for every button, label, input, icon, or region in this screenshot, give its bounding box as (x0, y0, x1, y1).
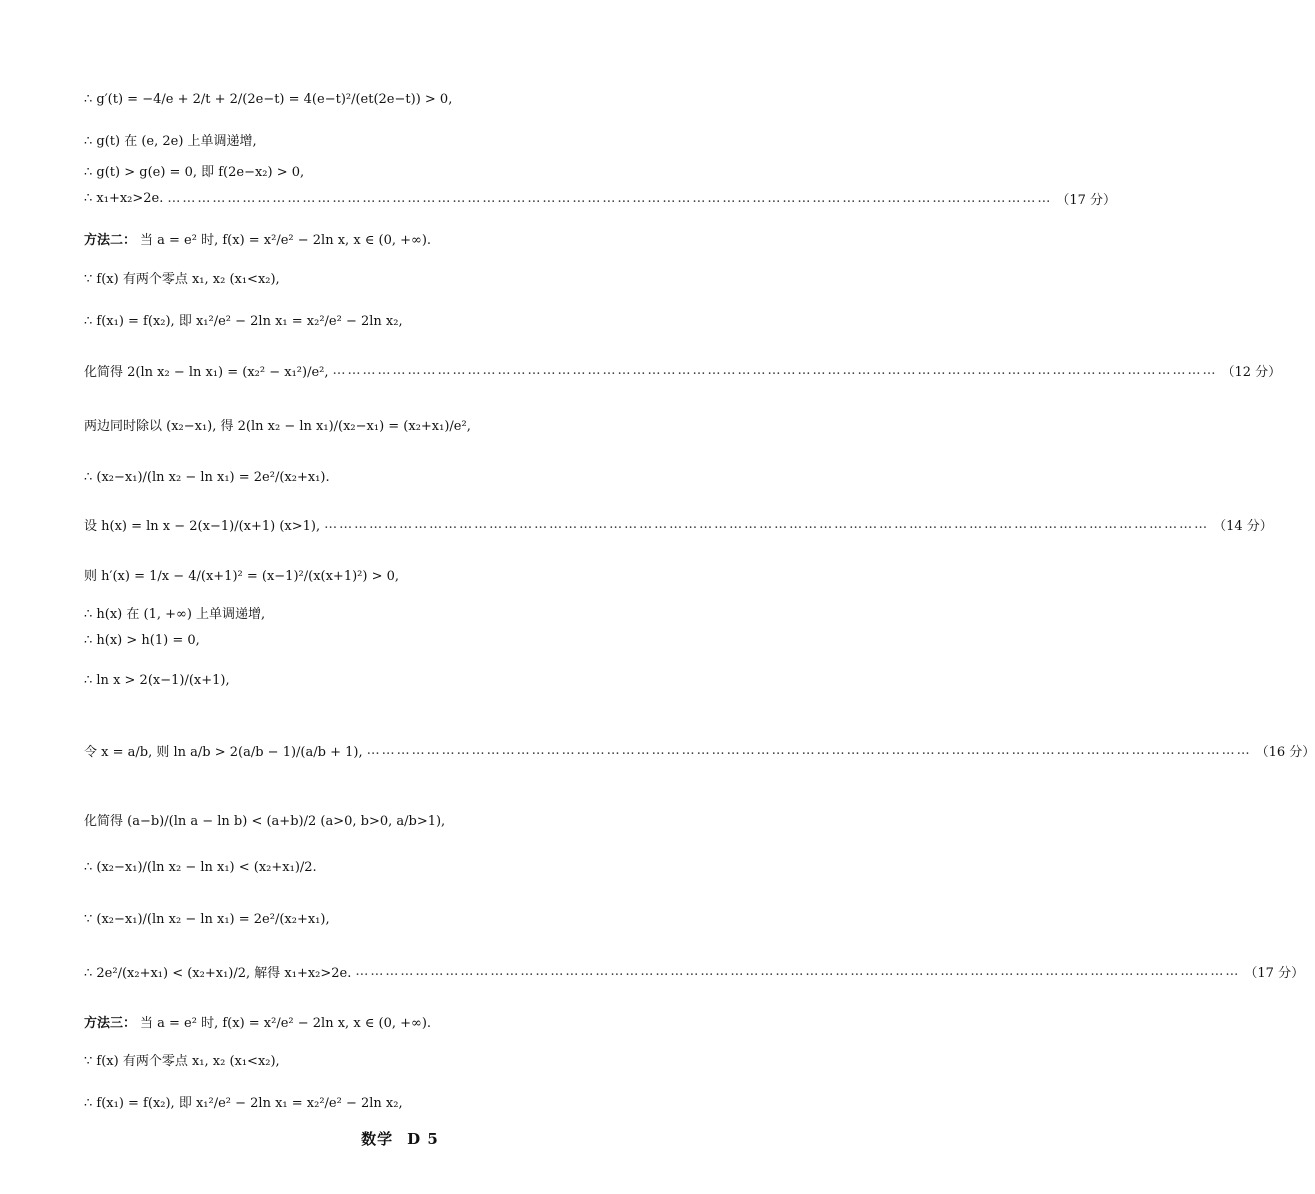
math-line-22: ∵ f(x) 有两个零点 x₁, x₂ (x₁<x₂), (84, 1054, 280, 1069)
math-line-18: ∴ (x₂−x₁)/(ln x₂ − ln x₁) < (x₂+x₁)/2. (84, 860, 317, 875)
score-label: （17 分） (1244, 966, 1305, 981)
math-line-13: ∴ h(x) 在 (1, +∞) 上单调递增, (84, 607, 266, 622)
method-three-line: 方法三： 当 a = e² 时, f(x) = x²/e² − 2ln x, x ∈ (0, +∞). (84, 1012, 431, 1031)
page-footer (0, 1128, 800, 1149)
math-line-12: 则 h′(x) = 1/x − 4/(x+1)² = (x−1)²/(x(x+1)²) > 0, (84, 569, 400, 584)
math-line-23: ∴ f(x₁) = f(x₂), 即 x₁²/e² − 2ln x₁ = x₂²/e² − 2ln x₂, (84, 1096, 403, 1111)
method-two-line: 方法二： 当 a = e² 时, f(x) = x²/e² − 2ln x, x ∈ (0, +∞). (84, 229, 431, 248)
math-line-1: ∴ g′(t) = −4/e + 2/t + 2/(2e−t) = 4(e−t)²/(et(2e−t)) > 0, (84, 92, 453, 107)
math-line-11: 设 h(x) = ln x − 2(x−1)/(x+1) (x>1), …………………………………………………………………………………………………………………………………………………………… （14 分） (84, 517, 1273, 534)
math-line-4: ∴ x₁+x₂>2e. …………………………………………………………………………………………………………………………………………………………… （17 分） (84, 191, 1117, 208)
score-label: （17 分） (1056, 193, 1117, 208)
math-line-2: ∴ g(t) 在 (e, 2e) 上单调递增, (84, 134, 257, 149)
math-line-6: ∵ f(x) 有两个零点 x₁, x₂ (x₁<x₂), (84, 272, 280, 287)
math-line-8: 化简得 2(ln x₂ − ln x₁) = (x₂² − x₁²)/e², …………………………………………………………………………………………………………………………………………………………… （12 分） (84, 363, 1282, 380)
footer-page-number: D 5 (407, 1130, 439, 1148)
footer-subject: 数学 (361, 1130, 394, 1148)
math-line-17: 化简得 (a−b)/(ln a − ln b) < (a+b)/2 (a>0, b>0, a/b>1), (84, 814, 446, 829)
math-line-9: 两边同时除以 (x₂−x₁), 得 2(ln x₂ − ln x₁)/(x₂−x₁) = (x₂+x₁)/e², (84, 419, 471, 434)
math-line-3: ∴ g(t) > g(e) = 0, 即 f(2e−x₂) > 0, (84, 165, 305, 180)
score-label: （14 分） (1213, 519, 1273, 534)
math-line-14: ∴ h(x) > h(1) = 0, (84, 633, 200, 648)
math-line-15: ∴ ln x > 2(x−1)/(x+1), (84, 673, 230, 688)
score-label: （12 分） (1221, 365, 1282, 380)
math-line-19: ∵ (x₂−x₁)/(ln x₂ − ln x₁) = 2e²/(x₂+x₁), (84, 912, 330, 927)
method-title: 方法二： (84, 233, 137, 248)
math-line-10: ∴ (x₂−x₁)/(ln x₂ − ln x₁) = 2e²/(x₂+x₁). (84, 470, 330, 485)
method-title: 方法三： (84, 1016, 137, 1031)
score-label: （16 分） (1255, 745, 1315, 760)
math-line-7: ∴ f(x₁) = f(x₂), 即 x₁²/e² − 2ln x₁ = x₂²/e² − 2ln x₂, (84, 314, 403, 329)
math-line-20: ∴ 2e²/(x₂+x₁) < (x₂+x₁)/2, 解得 x₁+x₂>2e. …………………………………………………………………………………………………………………………………………………………… （17 分） (84, 964, 1305, 981)
math-line-16: 令 x = a/b, 则 ln a/b > 2(a/b − 1)/(a/b + 1), …………………………………………………………………………………………………………………………………………………………… （16 分） (84, 743, 1315, 760)
